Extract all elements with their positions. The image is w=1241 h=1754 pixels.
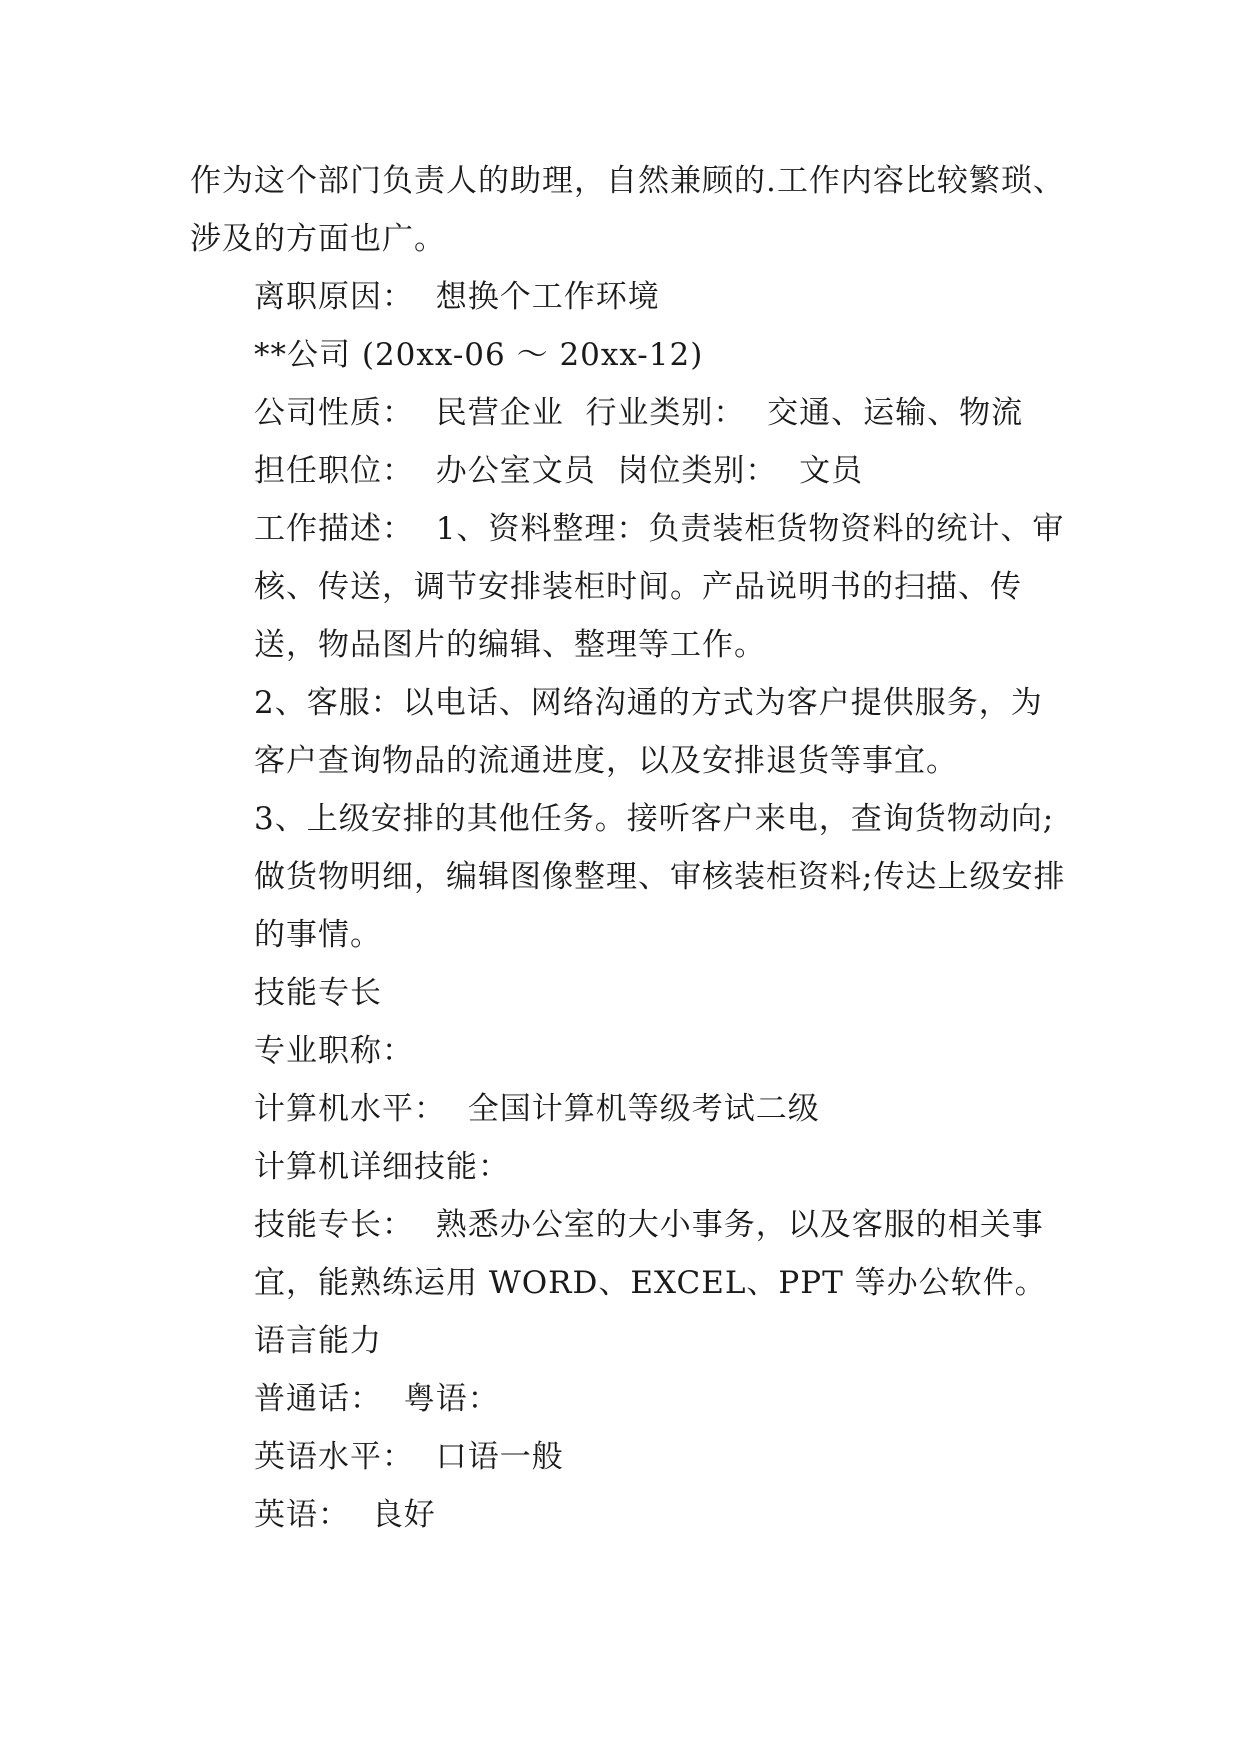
paragraph-english-level: 英语水平： 口语一般 bbox=[254, 1439, 564, 1475]
section-heading-skills: 技能专长 bbox=[254, 975, 382, 1011]
document-body bbox=[190, 152, 1070, 1544]
paragraph-job-description-3: 3、上级安排的其他任务。接听客户来电，查询货物动向;做货物明细，编辑图像整理、审核装柜资料;传达上级安排的事情。 bbox=[254, 801, 1066, 953]
paragraph-job-description-1: 工作描述： 1、资料整理：负责装柜货物资料的统计、审核、传送，调节安排装柜时间。产品说明书的扫描、传送，物品图片的编辑、整理等工作。 bbox=[254, 511, 1065, 663]
paragraph-mandarin-cantonese: 普通话： 粤语： bbox=[254, 1381, 500, 1417]
paragraph-leave-reason: 离职原因： 想换个工作环境 bbox=[254, 279, 660, 315]
paragraph-english: 英语： 良好 bbox=[254, 1497, 436, 1533]
paragraph-job-duties-continued: 作为这个部门负责人的助理，自然兼顾的.工作内容比较繁琐、涉及的方面也广。 bbox=[190, 163, 1065, 257]
paragraph-company-nature: 公司性质： 民营企业 行业类别： 交通、运输、物流 bbox=[254, 395, 1024, 431]
paragraph-position: 担任职位： 办公室文员 岗位类别： 文员 bbox=[254, 453, 864, 489]
paragraph-skill-specialty: 技能专长： 熟悉办公室的大小事务，以及客服的相关事宜，能熟练运用 WORD、EXCEL、PPT 等办公软件。 bbox=[254, 1207, 1047, 1301]
section-heading-language: 语言能力 bbox=[254, 1323, 382, 1359]
paragraph-job-description-2: 2、客服：以电话、网络沟通的方式为客户提供服务，为客户查询物品的流通进度，以及安排退货等事宜。 bbox=[254, 685, 1043, 779]
paragraph-computer-skills: 计算机详细技能： bbox=[254, 1149, 510, 1185]
paragraph-professional-title: 专业职称： bbox=[254, 1033, 414, 1069]
paragraph-company-period: **公司 (20xx-06 ～ 20xx-12) bbox=[254, 337, 704, 373]
paragraph-computer-level: 计算机水平： 全国计算机等级考试二级 bbox=[254, 1091, 820, 1127]
